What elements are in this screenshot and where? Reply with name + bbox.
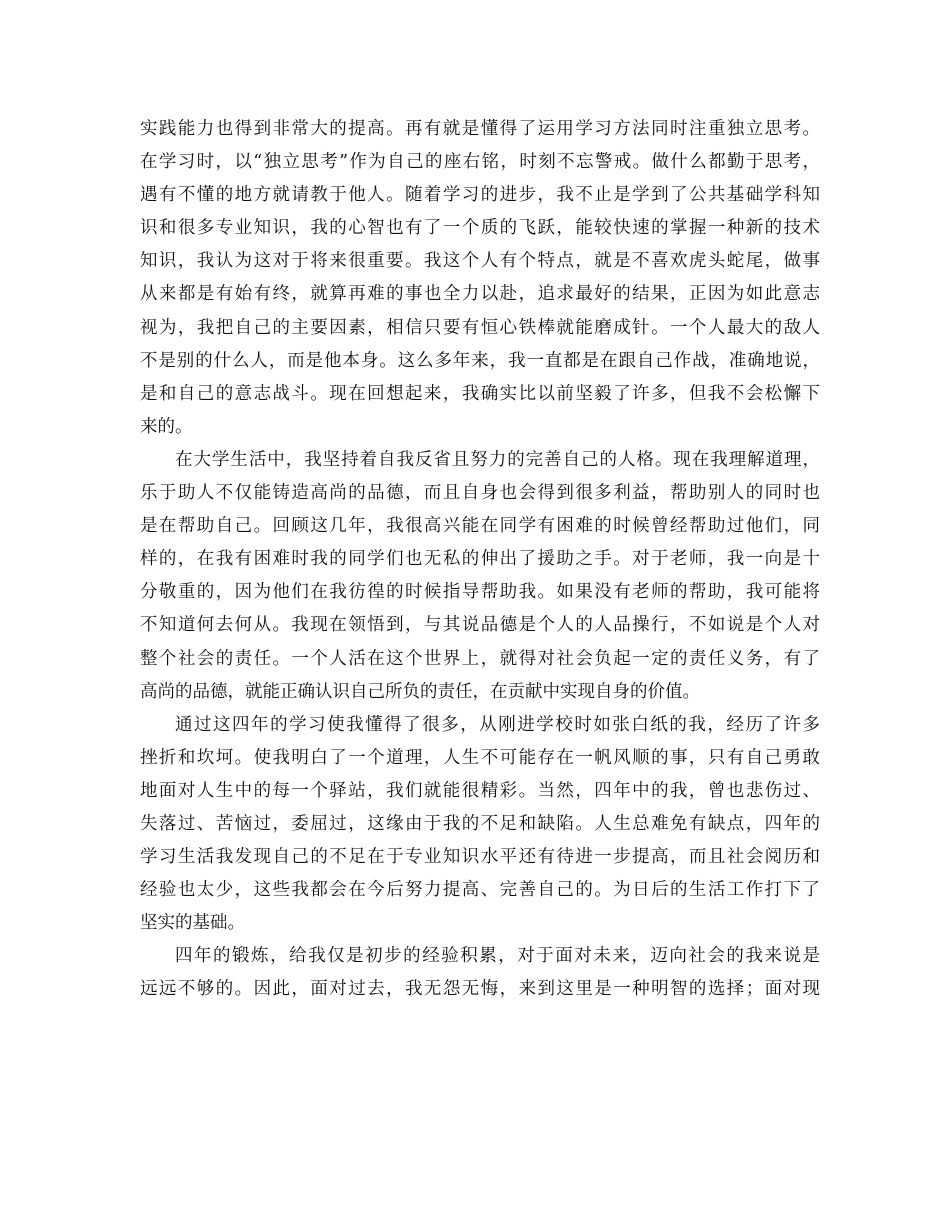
text-line: 地面对人生中的每一个驿站，我们就能很精彩。当然，四年中的我，曾也悲伤过、 — [140, 780, 820, 801]
text-line: 从来都是有始有终，就算再难的事也全力以赴，追求最好的结果，正因为如此意志 — [140, 284, 820, 305]
document-body — [140, 113, 820, 1007]
text-line: 学习生活我发现自己的不足在于专业知识水平还有待进一步提高，而且社会阅历和 — [140, 847, 820, 868]
text-line: 在大学生活中，我坚持着自我反省且努力的完善自己的人格。现在我理解道理， — [175, 449, 820, 470]
text-line: 是和自己的意志战斗。现在回想起来，我确实比以前坚毅了许多，但我不会松懈下 — [140, 383, 820, 404]
text-line: 不是别的什么人，而是他本身。这么多年来，我一直都是在跟自己作战，准确地说， — [140, 350, 820, 371]
text-line: 识和很多专业知识，我的心智也有了一个质的飞跃，能较快速的掌握一种新的技术 — [140, 218, 820, 239]
text-line: 远远不够的。因此，面对过去，我无怨无悔，来到这里是一种明智的选择；面对现 — [140, 979, 820, 1000]
text-line: 来的。 — [140, 416, 193, 437]
text-line: 知识，我认为这对于将来很重要。我这个人有个特点，就是不喜欢虎头蛇尾，做事 — [140, 251, 820, 272]
text-line: 是在帮助自己。回顾这几年，我很高兴能在同学有困难的时候曾经帮助过他们，同 — [140, 516, 820, 537]
text-line: 整个社会的责任。一个人活在这个世界上，就得对社会负起一定的责任义务，有了 — [140, 648, 820, 669]
text-line: 实践能力也得到非常大的提高。再有就是懂得了运用学习方法同时注重独立思考。 — [140, 119, 820, 139]
text-line: 挫折和坎坷。使我明白了一个道理，人生不可能存在一帆风顺的事，只有自己勇敢 — [140, 747, 820, 768]
text-line: 通过这四年的学习使我懂得了很多，从刚进学校时如张白纸的我，经历了许多 — [175, 714, 820, 735]
text-line: 遇有不懂的地方就请教于他人。随着学习的进步，我不止是学到了公共基础学科知 — [140, 185, 820, 206]
text-line: 坚实的基础。 — [140, 913, 245, 934]
text-line: 四年的锻炼，给我仅是初步的经验积累，对于面对未来，迈向社会的我来说是 — [175, 946, 820, 967]
text-line: 乐于助人不仅能铸造高尚的品德，而且自身也会得到很多利益，帮助别人的同时也 — [140, 483, 820, 504]
text-line: 在学习时，以“独立思考”作为自己的座右铭，时刻不忘警戒。做什么都勤于思考， — [140, 152, 820, 173]
text-line: 视为，我把自己的主要因素，相信只要有恒心铁棒就能磨成针。一个人最大的敌人 — [140, 317, 820, 338]
text-line: 不知道何去何从。我现在领悟到，与其说品德是个人的人品操行，不如说是个人对 — [140, 615, 820, 636]
text-line: 经验也太少，这些我都会在今后努力提高、完善自己的。为日后的生活工作打下了 — [140, 880, 820, 901]
text-line: 分敬重的，因为他们在我彷徨的时候指导帮助我。如果没有老师的帮助，我可能将 — [140, 582, 820, 603]
text-line: 高尚的品德，就能正确认识自己所负的责任，在贡献中实现自身的价值。 — [140, 681, 700, 702]
text-line: 样的，在我有困难时我的同学们也无私的伸出了援助之手。对于老师，我一向是十 — [140, 549, 820, 570]
text-line: 失落过、苦恼过，委屈过，这缘由于我的不足和缺陷。人生总难免有缺点，四年的 — [140, 813, 820, 834]
